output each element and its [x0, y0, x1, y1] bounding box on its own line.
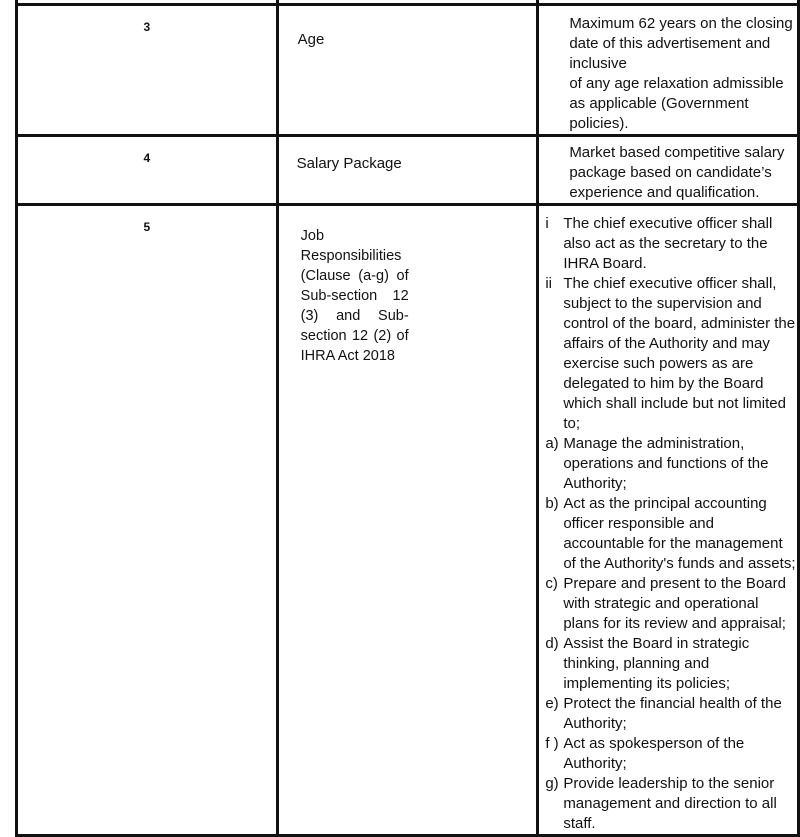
- row-number-cell: [17, 136, 278, 205]
- list-marker: f ): [545, 735, 559, 752]
- row-description-cell: [538, 205, 799, 836]
- row-label: Age: [297, 31, 325, 48]
- list-item: [545, 574, 797, 634]
- list-item: [545, 214, 797, 274]
- row-label-cell: [277, 136, 538, 205]
- list-item-text: Manage the administration, operations and functions of the Authority;: [563, 435, 769, 492]
- row-number: 5: [143, 220, 151, 234]
- row-description: [539, 6, 797, 134]
- list-item-text: Assist the Board in strategic thinking, planning and implementing its policies;: [563, 635, 750, 692]
- list-item: [545, 774, 797, 834]
- list-marker: a): [545, 435, 559, 452]
- list-item: [545, 274, 797, 434]
- list-item: [545, 634, 797, 694]
- list-marker: d): [545, 635, 559, 652]
- list-marker: b): [545, 495, 559, 512]
- row-label-cell: [277, 205, 538, 836]
- row-number-cell: [17, 205, 278, 836]
- list-item: [545, 694, 797, 734]
- row-label-cell: [277, 5, 538, 136]
- list-item-text: Protect the financial health of the Authority;: [563, 695, 782, 732]
- table-row-salary: [17, 136, 799, 205]
- row-description-cell: [538, 136, 799, 205]
- list-item-text: Act as spokesperson of the Authority;: [563, 735, 745, 772]
- list-item-text: Act as the principal accounting officer responsible and accountable for the management of the Authority's funds and assets;: [563, 495, 796, 572]
- list-marker: i: [545, 215, 549, 232]
- list-item-text: The chief executive officer shall also act as the secretary to the IHRA Board.: [563, 215, 773, 272]
- list-item-text: Prepare and present to the Board with strategic and operational plans for its review and appraisal;: [563, 575, 786, 632]
- job-details-table: [15, 0, 800, 837]
- row-label: Job Responsibilities (Clause (a-g) of Sub-section 12 (3) and Sub-section 12 (2) of IHRA Act 2018: [300, 228, 409, 364]
- responsibility-list: [539, 206, 797, 834]
- row-description: [539, 137, 797, 203]
- description-line: of any age relaxation admissible as applicable (Government policies).: [569, 75, 784, 132]
- row-description-cell: [538, 5, 799, 136]
- row-number: 3: [143, 20, 151, 34]
- list-item: [545, 434, 797, 494]
- description-line: experience and qualification.: [569, 184, 760, 201]
- list-marker: c): [545, 575, 558, 592]
- list-item: [545, 494, 797, 574]
- table-row-job-responsibilities: [17, 205, 799, 836]
- list-marker: ii: [545, 275, 552, 292]
- list-item-text: The chief executive officer shall, subject to the supervision and control of the board, administer the affairs of the Authority and may exercise such powers as are delegated to him by the Board which shall include but not limited to;: [563, 275, 796, 432]
- list-marker: g): [545, 775, 559, 792]
- row-number-cell: [17, 5, 278, 136]
- list-marker: e): [545, 695, 559, 712]
- description-line: Maximum 62 years on the closing date of this advertisement and inclusive: [569, 15, 793, 72]
- row-number: 4: [143, 151, 151, 165]
- table-row-age: [17, 5, 799, 136]
- list-item: [545, 734, 797, 774]
- row-label: Salary Package: [296, 155, 402, 172]
- description-line: Market based competitive salary package based on candidate’s: [569, 144, 785, 181]
- list-item-text: Provide leadership to the senior management and direction to all staff.: [563, 775, 777, 832]
